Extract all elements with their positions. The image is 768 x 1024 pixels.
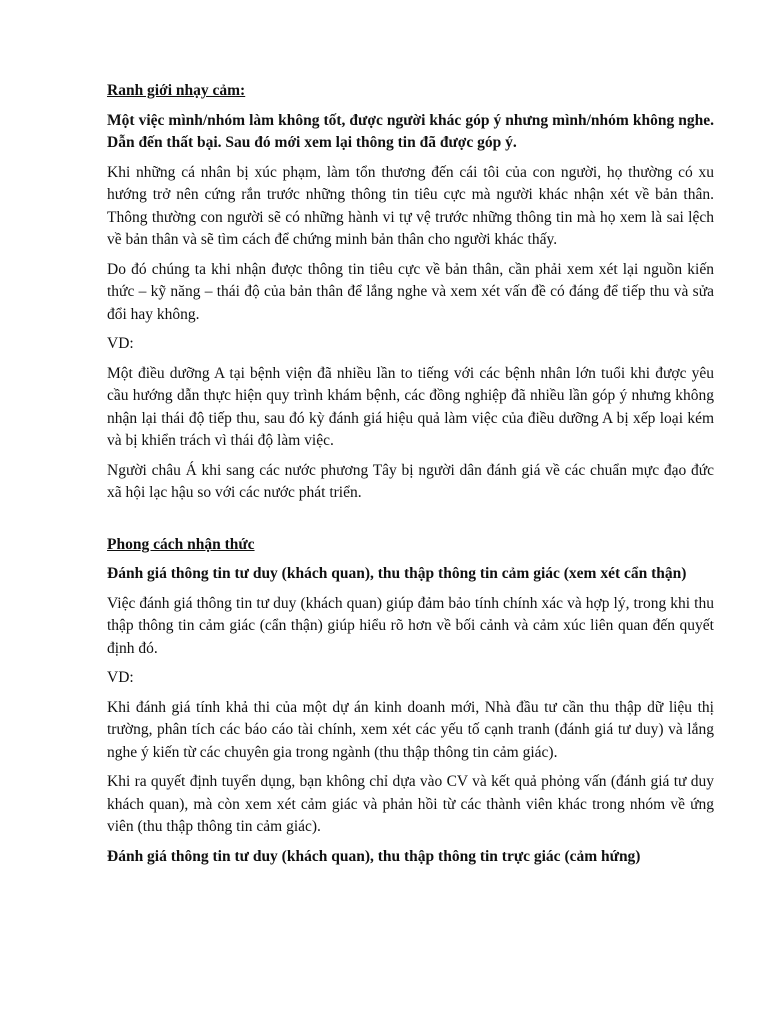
bold-statement: Một việc mình/nhóm làm không tốt, được người khác góp ý nhưng mình/nhóm không nghe. Dẫn đến thất bại. Sau đó mới xem lại thông tin đã được góp ý.: [107, 111, 714, 151]
paragraph: Do đó chúng ta khi nhận được thông tin tiêu cực về bản thân, cần phải xem xét lại nguồn kiến thức – kỹ năng – thái độ của bản thân để lắng nghe và xem xét vấn đề có đáng để tiếp thu và sửa đổi hay không.: [107, 260, 714, 323]
example-paragraph: Một điều dưỡng A tại bệnh viện đã nhiều lần to tiếng với các bệnh nhân lớn tuổi khi được yêu cầu hướng dẫn thực hiện quy trình khám bệnh, các đồng nghiệp đã nhiều lần góp ý nhưng không nhận lại thái độ tiếp thu, sau đó kỳ đánh giá hiệu quả làm việc của điều dưỡng A bị xếp loại kém và bị khiển trách vì thái độ làm việc.: [107, 364, 714, 449]
example-paragraph: Người châu Á khi sang các nước phương Tây bị người dân đánh giá về các chuẩn mực đạo đức xã hội lạc hậu so với các nước phát triển.: [107, 461, 714, 501]
section-heading-cognitive-style: Phong cách nhận thức: [107, 535, 255, 553]
bold-statement: Đánh giá thông tin tư duy (khách quan), thu thập thông tin trực giác (cảm hứng): [107, 847, 641, 865]
example-label: VD:: [107, 335, 134, 352]
section-spacer: [107, 512, 714, 534]
example-label: VD:: [107, 669, 134, 686]
section-heading-sensitivity-boundary: Ranh giới nhạy cảm:: [107, 82, 246, 99]
example-paragraph: Khi đánh giá tính khả thi của một dự án kinh doanh mới, Nhà đầu tư cần thu thập dữ liệu thị trường, phân tích các báo cáo tài chính, xem xét các yếu tố cạnh tranh (đánh giá tư duy) và lắng nghe ý kiến từ các chuyên gia trong ngành (thu thập thông tin cảm giác).: [107, 698, 714, 761]
paragraph: Việc đánh giá thông tin tư duy (khách quan) giúp đảm bảo tính chính xác và hợp lý, trong khi thu thập thông tin cảm giác (cẩn thận) giúp hiểu rõ hơn về bối cảnh và cảm xúc liên quan đến quyết định đó.: [107, 594, 714, 657]
paragraph: Khi những cá nhân bị xúc phạm, làm tổn thương đến cái tôi của con người, họ thường có xu hướng trở nên cứng rắn trước những thông tin tiêu cực mà người khác nhận xét về bản thân. Thông thường con người sẽ có những hành vi tự vệ trước những thông tin mà họ xem là sai lệch về bản thân và sẽ tìm cách để chứng minh bản thân cho người khác thấy.: [107, 163, 714, 248]
bold-statement: Đánh giá thông tin tư duy (khách quan), thu thập thông tin cảm giác (xem xét cẩn thận): [107, 565, 687, 582]
document-page: [107, 80, 714, 875]
example-paragraph: Khi ra quyết định tuyển dụng, bạn không chỉ dựa vào CV và kết quả phỏng vấn (đánh giá tư duy khách quan), mà còn xem xét cảm giác và phản hồi từ các thành viên khác trong nhóm về ứng viên (thu thập thông tin cảm giác).: [107, 773, 714, 835]
